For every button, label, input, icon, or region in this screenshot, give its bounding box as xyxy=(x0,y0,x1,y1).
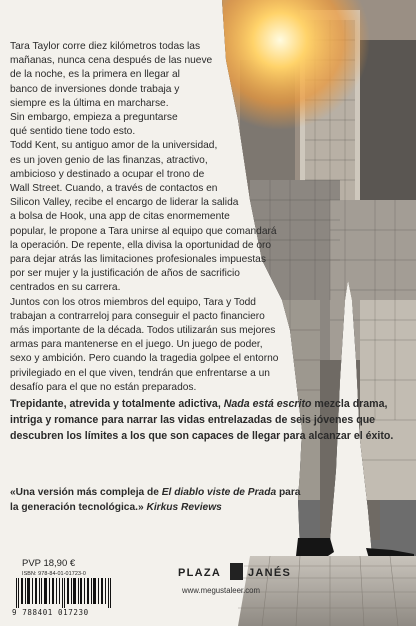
publisher-name-left: PLAZA xyxy=(178,567,222,579)
price: PVP 18,90 € xyxy=(22,558,76,569)
lead-paragraph xyxy=(10,396,415,444)
review-open: «Una versión más compleja de xyxy=(10,487,162,498)
book-title: Nada está escrito xyxy=(223,398,312,410)
barcode xyxy=(12,578,117,608)
publisher-website: www.megustaleer.com xyxy=(182,586,260,595)
synopsis-paragraph-1: Tara Taylor corre diez kilómetros todas las mañanas, nunca cena después de las nueve de la noche, es la primera en llegar al banco de inversiones donde trabaja y siempre es la última en marcharse. Sin embargo, empieza a preguntarse qué sentido tiene todo esto. xyxy=(10,41,213,138)
review-referenced-title: El diablo viste de Prada xyxy=(161,487,277,498)
review-close: para la generación tecnológica.» xyxy=(10,487,301,513)
review-quote xyxy=(10,485,310,515)
isbn: ISBN: 978-84-01-01723-0 xyxy=(22,571,87,577)
lead-after-title: mezcla drama, intriga y romance para narrar las vidas entrelazadas de seis jóvenes que descubren los límites a los que son capaces de llegar para alcanzar el éxito. xyxy=(10,398,394,442)
synopsis-paragraph-3: Juntos con los otros miembros del equipo, Tara y Todd trabajan a contrarreloj para conseguir el pacto financiero más importante de la década. Todos utilizarán sus mejores armas para mantenerse en el juego. Un juego de poder, sexo y ambición. Pero cuando la tragedia golpee el entorno privilegiado en el que viven, tendrán que enfrentarse a un desafío para el que no están preparados. xyxy=(10,296,279,393)
left-shoe xyxy=(296,538,334,556)
barcode-digits: 9 788401 017230 xyxy=(12,608,89,617)
synopsis xyxy=(10,40,295,395)
publisher-name-right: JANÉS xyxy=(248,567,292,579)
review-source: Kirkus Reviews xyxy=(146,502,222,513)
synopsis-paragraph-2: Todd Kent, su antiguo amor de la universidad, es un joven genio de las finanzas, atractivo, ambicioso y destinado a ocupar el trono de Wall Street. Cuando, a través de contactos en Silicon Valley, recibe el encargo de liderar la salida a bolsa de Hook, una app de citas enormemente popular, le propone a Tara unirse al equipo que comandará la operación. De repente, ella divisa la oportunidad de oro para dejar atrás las limitaciones profesionales impuestas por ser mujer y la justificación de años de sacrificio centrados en su carrera. xyxy=(10,140,277,294)
publisher-logo-icon xyxy=(230,563,243,580)
lead-before-title: Trepidante, atrevida y totalmente adictiva, xyxy=(10,398,224,410)
